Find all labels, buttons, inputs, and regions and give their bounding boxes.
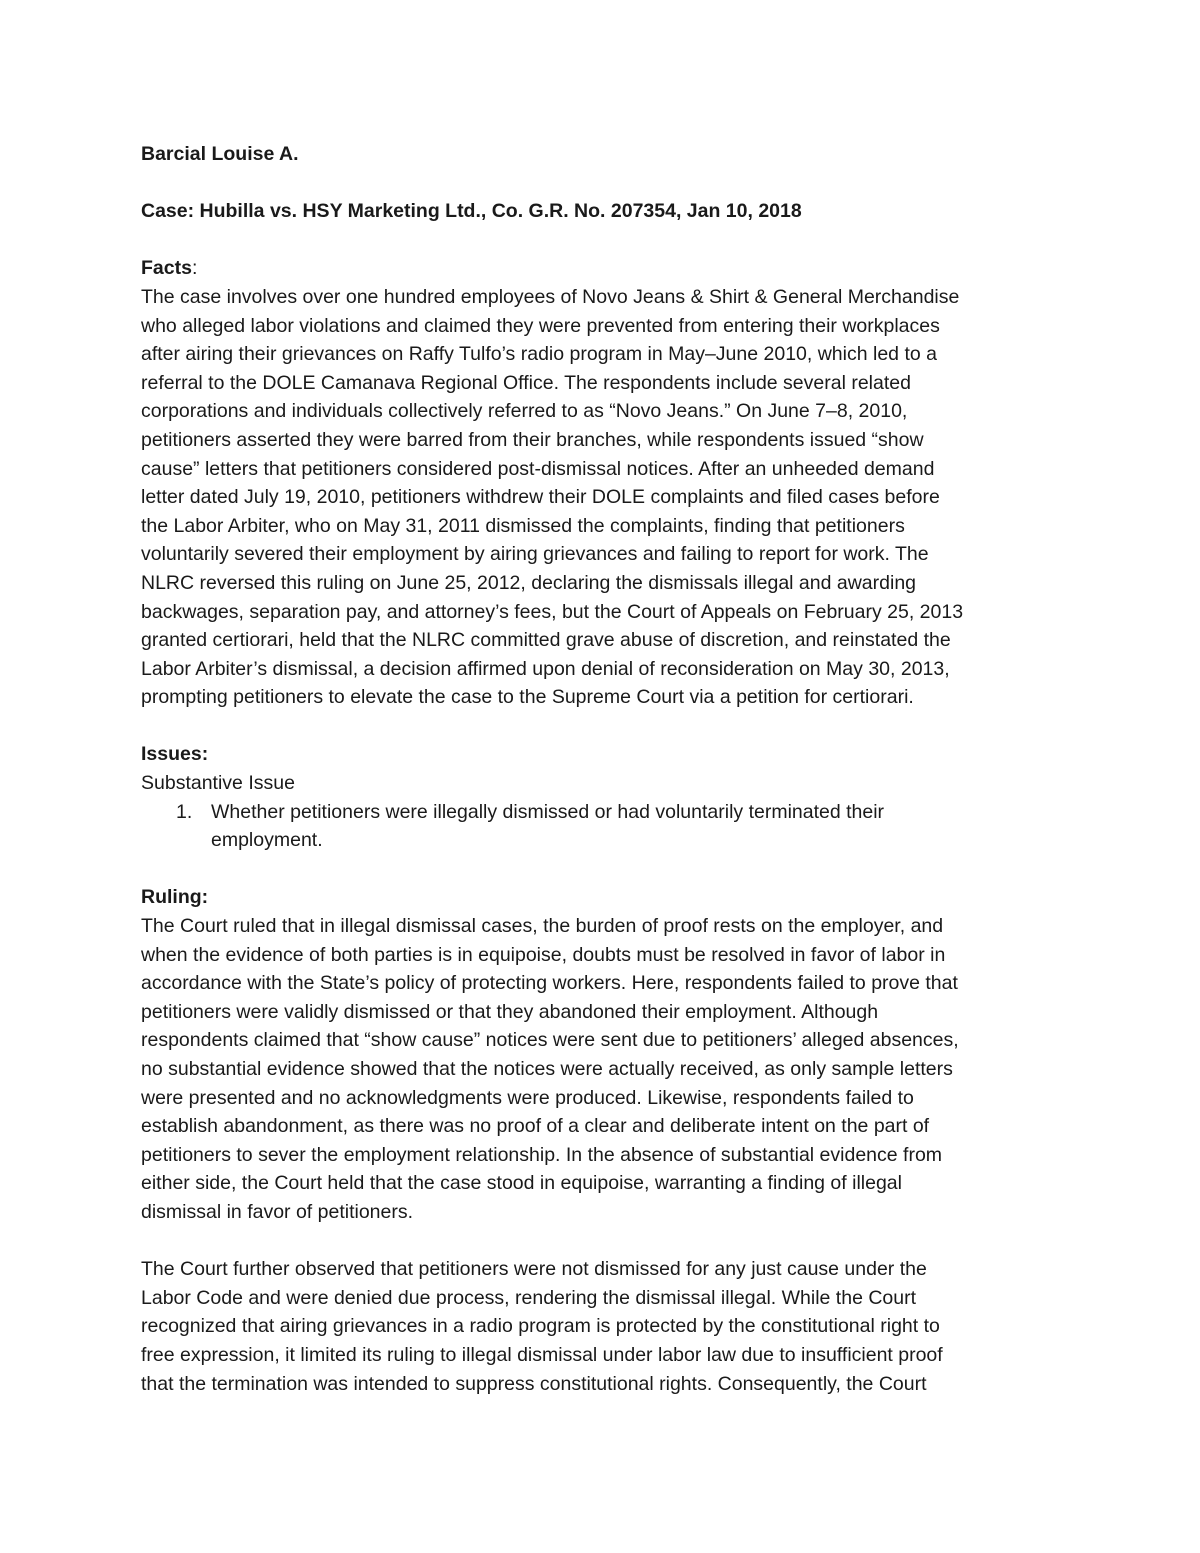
ruling-heading: Ruling: [141,886,209,909]
ruling-paragraph-2 [141,1255,1061,1398]
ruling-line: dismissal in favor of petitioners. [141,1200,414,1223]
author-name: Barcial Louise A. [141,143,299,165]
issues-heading: Issues: [141,743,209,766]
facts-heading-colon: : [191,257,198,280]
facts-line: letter dated July 19, 2010, petitioners withdrew their DOLE complaints and filed cases before [141,486,940,509]
facts-paragraph [141,283,1061,712]
ruling-line: The Court ruled that in illegal dismissal cases, the burden of proof rests on the employer, and [141,915,944,938]
facts-line: backwages, separation pay, and attorney’s fees, but the Court of Appeals on February 25, 2013 [141,600,964,623]
document-page [141,140,1061,1398]
facts-line: cause” letters that petitioners considered post-dismissal notices. After an unheeded demand [141,457,935,480]
ruling-line: that the termination was intended to suppress constitutional rights. Consequently, the Court [141,1372,927,1395]
facts-line: corporations and individuals collectively referred to as “Novo Jeans.” On June 7–8, 2010, [141,400,908,423]
ruling-line: The Court further observed that petitioners were not dismissed for any just cause under the [141,1258,927,1281]
facts-line: petitioners asserted they were barred from their branches, while respondents issued “show [141,428,924,451]
facts-line: after airing their grievances on Raffy Tulfo’s radio program in May–June 2010, which led to a [141,343,937,366]
ruling-line: no substantial evidence showed that the notices were actually received, as only sample letters [141,1058,953,1080]
ruling-line: petitioners to sever the employment relationship. In the absence of substantial evidence from [141,1143,943,1166]
issue-number: 1. [176,800,193,823]
ruling-line: petitioners were validly dismissed or that they abandoned their employment. Although [141,1000,879,1023]
facts-heading-line [141,254,1061,283]
facts-line: who alleged labor violations and claimed they were prevented from entering their workplaces [141,314,940,337]
facts-line: the Labor Arbiter, who on May 31, 2011 dismissed the complaints, finding that petitioners [141,514,905,537]
issue-line: employment. [211,829,323,852]
facts-line: NLRC reversed this ruling on June 25, 2012, declaring the dismissals illegal and awarding [141,571,917,594]
ruling-line: recognized that airing grievances in a radio program is protected by the constitutional right to [141,1315,940,1338]
facts-line: referral to the DOLE Camanava Regional Office. The respondents include several related [141,371,911,394]
issues-subheading: Substantive Issue [141,772,295,795]
ruling-line: respondents claimed that “show cause” notices were sent due to petitioners’ alleged absences, [141,1029,959,1052]
ruling-line: establish abandonment, as there was no proof of a clear and deliberate intent on the part of [141,1115,930,1138]
facts-line: The case involves over one hundred employees of Novo Jeans & Shirt & General Merchandise [141,285,960,308]
facts-line: prompting petitioners to elevate the case to the Supreme Court via a petition for certiorari. [141,686,914,709]
ruling-line: free expression, it limited its ruling to illegal dismissal under labor law due to insufficient proof [141,1343,943,1366]
ruling-line: when the evidence of both parties is in equipoise, doubts must be resolved in favor of labor in [141,943,946,966]
facts-line: granted certiorari, held that the NLRC committed grave abuse of discretion, and reinstated the [141,629,951,652]
case-title: Case: Hubilla vs. HSY Marketing Ltd., Co. G.R. No. 207354, Jan 10, 2018 [141,200,802,223]
issue-list-item [141,798,1061,855]
ruling-paragraph-1 [141,912,1061,1227]
facts-line: voluntarily severed their employment by airing grievances and failing to report for work. The [141,543,929,566]
facts-line: Labor Arbiter’s dismissal, a decision affirmed upon denial of reconsideration on May 30, 2013, [141,657,950,680]
ruling-line: were presented and no acknowledgments were produced. Likewise, respondents failed to [141,1086,914,1109]
ruling-line: either side, the Court held that the case stood in equipoise, warranting a finding of illegal [141,1172,902,1195]
ruling-line: accordance with the State’s policy of protecting workers. Here, respondents failed to prove that [141,972,958,995]
ruling-line: Labor Code and were denied due process, rendering the dismissal illegal. While the Court [141,1286,917,1309]
issue-line: Whether petitioners were illegally dismissed or had voluntarily terminated their [211,800,885,823]
facts-heading: Facts [141,257,192,280]
